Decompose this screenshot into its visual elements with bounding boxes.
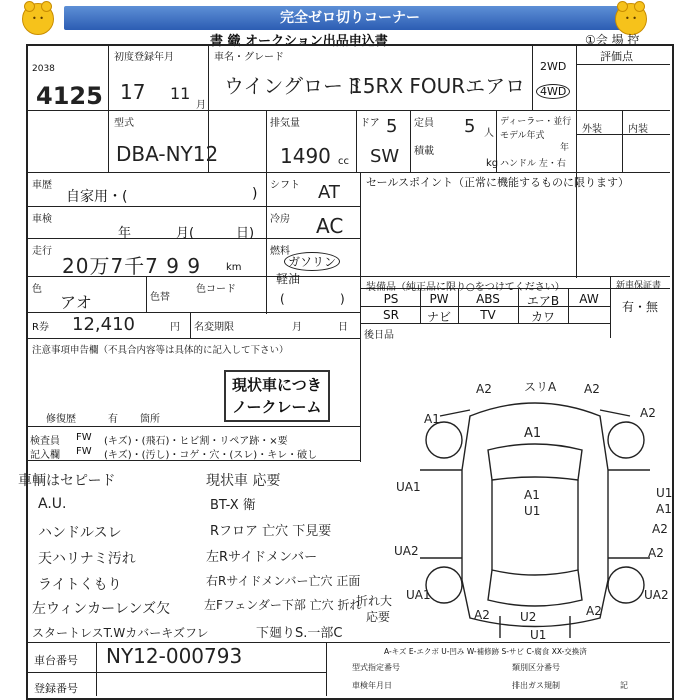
lot-number: 4125 xyxy=(36,82,103,110)
body-type: SW xyxy=(370,146,400,167)
as-is-stamp xyxy=(224,370,330,422)
year-unit: 年 xyxy=(560,143,570,153)
usage-close: ) xyxy=(252,186,258,202)
banner-title: 完全ゼロ切りコーナー xyxy=(64,6,636,30)
note-extra: 応要 xyxy=(366,610,391,624)
doors-value: 5 xyxy=(386,116,398,137)
equip-aw: AW xyxy=(579,292,599,306)
model-code: DBA-NY12 xyxy=(116,142,219,166)
notice-label: 注意事項申告欄（不具合内容等は具体的に記入して下さい） xyxy=(32,345,289,356)
damage-mark: U1 xyxy=(656,486,673,500)
capacity-label: 定員 xyxy=(414,118,434,129)
mileage-label: 走行 xyxy=(32,246,52,257)
shift-label: シフト xyxy=(270,180,300,191)
vehicle-grade: 15RX FOURエアロ xyxy=(350,74,526,98)
note-left: 左ウィンカーレンズ欠 xyxy=(32,601,171,617)
color-value: アオ xyxy=(60,293,92,312)
damage-mark: スリA xyxy=(524,380,557,394)
note-right: 左Rサイドメンバー xyxy=(206,550,318,565)
load-label: 積載 xyxy=(414,146,434,157)
emission-label: 排出ガス規制 xyxy=(512,681,560,690)
note-extra: 折れ大 xyxy=(356,594,393,608)
damage-mark: A2 xyxy=(640,406,656,420)
dealer-label: ディーラー・並行 xyxy=(500,117,572,127)
type-designation-label: 型式指定番号 xyxy=(352,663,400,672)
ac-value: AC xyxy=(316,214,344,238)
displacement-label: 排気量 xyxy=(270,118,300,129)
repair-place: 箇所 xyxy=(140,414,160,425)
damage-mark: U1 xyxy=(530,628,547,642)
warranty-label: 新車保証書 xyxy=(616,281,662,291)
damage-mark: UA1 xyxy=(396,480,421,494)
note-left: 車輌はセピード xyxy=(18,473,116,489)
note-right: Rフロア 亡穴 下見要 xyxy=(210,524,332,539)
damage-mark: A2 xyxy=(584,382,600,396)
equip-ps: PS xyxy=(383,292,399,306)
fuel-gasoline-circled: ガソリン xyxy=(284,252,340,271)
fuel-diesel: 軽油 xyxy=(276,272,301,286)
interior-label: 内装 xyxy=(628,124,648,135)
note-left: ライトくもり xyxy=(38,577,122,593)
form-title: 書 織 オークション出品申込書 xyxy=(210,34,388,49)
equip-leather: カワ xyxy=(530,310,555,324)
shift-value: AT xyxy=(318,182,340,203)
note-right: 下廻りS.一部C xyxy=(256,626,343,641)
kg-unit: kg xyxy=(486,158,499,169)
after-items-label: 後日品 xyxy=(364,330,394,341)
lot-code: 2038 xyxy=(32,64,55,74)
damage-mark: UA2 xyxy=(394,544,419,558)
cc-unit: cc xyxy=(338,156,349,167)
recycle-label: R券 xyxy=(32,322,49,333)
inspection-label: 車検 xyxy=(32,214,52,225)
equip-tv: TV xyxy=(480,308,496,322)
chassis-number: NY12-000793 xyxy=(106,644,243,668)
drive-2wd: 2WD xyxy=(540,60,567,73)
damage-mark: A1 xyxy=(424,412,440,426)
equip-airbag: エアB xyxy=(526,294,560,308)
entry-fw: FW xyxy=(76,446,92,457)
first-reg-month: 11 xyxy=(170,84,191,103)
stamp-line-2: ノークレーム xyxy=(232,398,322,416)
note-left: 天ハリナミ汚れ xyxy=(38,551,136,567)
fuel-label: 燃料 xyxy=(270,246,290,257)
capacity-unit: 人 xyxy=(484,128,494,139)
rating-label: 評価点 xyxy=(600,50,633,63)
vehicle-name: ウイングロード xyxy=(224,74,363,98)
damage-mark: A1 xyxy=(524,426,542,441)
color-code-label: 色コード xyxy=(196,284,236,295)
month-unit: 月 xyxy=(196,100,206,111)
drive-4wd-circled: 4WD xyxy=(536,84,570,99)
capacity-value: 5 xyxy=(464,116,476,137)
damage-mark: A1 xyxy=(656,502,672,516)
usage-label: 車歴 xyxy=(32,180,52,191)
ac-label: 冷房 xyxy=(270,214,290,225)
inspection-date-label: 車検年月日 xyxy=(352,681,392,690)
checker-items: (キズ)・(飛石)・ヒビ割・リペア跡・×要 xyxy=(104,436,288,447)
equipment-label: 装備品（純正品に限り○をつけてください） xyxy=(366,282,565,293)
damage-mark: A2 xyxy=(476,382,492,396)
model-label: 型式 xyxy=(114,118,134,129)
damage-mark: A2 xyxy=(586,604,602,618)
damage-mark: A2 xyxy=(652,522,668,536)
inspection-month: 月( xyxy=(176,226,195,241)
plate-expiry-label: 名変期限 xyxy=(194,322,234,333)
equip-navi: ナビ xyxy=(426,310,451,324)
note-right: 右Rサイドメンバー亡穴 正面 xyxy=(206,574,361,588)
color-label: 色 xyxy=(32,284,42,295)
damage-mark: A2 xyxy=(648,546,664,560)
note-left: スタートレスT.Wカバーキズフレ xyxy=(32,626,209,640)
registration-label: 登録番号 xyxy=(34,682,78,695)
first-reg-label: 初度登録年月 xyxy=(114,52,174,63)
fuel-open: ( xyxy=(280,292,285,306)
recycle-value: 12,410 xyxy=(72,314,135,335)
sales-point-label: セールスポイント（正常に機能するものに限ります） xyxy=(366,176,630,189)
doors-label: ドア xyxy=(360,118,380,129)
note-right: 左Fフェンダー下部 亡穴 折れ xyxy=(204,598,362,612)
displacement-value: 1490 xyxy=(280,144,331,168)
mascot-bear-icon: • • xyxy=(22,3,54,35)
note-right: BT-X 衛 xyxy=(210,498,256,513)
note-mark: 記 xyxy=(620,681,628,690)
mileage-value: 20万7千7 9 9 xyxy=(62,254,202,278)
venue-copy-label: ①会 場 控 xyxy=(585,33,640,47)
first-reg-year: 17 xyxy=(120,80,146,104)
color-change-label: 色替 xyxy=(150,292,170,303)
damage-mark: U1 xyxy=(524,504,541,518)
expiry-day: 日 xyxy=(338,322,348,333)
chassis-label: 車台番号 xyxy=(34,654,78,667)
classification-label: 類別区分番号 xyxy=(512,663,560,672)
inspection-day: 日) xyxy=(236,226,255,241)
note-right: 現状車 応要 xyxy=(206,473,281,489)
yen-unit: 円 xyxy=(170,322,180,333)
stamp-line-1: 現状車につき xyxy=(232,376,322,394)
damage-mark: UA1 xyxy=(406,588,431,602)
usage-value: 自家用・( xyxy=(66,189,128,205)
equip-abs: ABS xyxy=(476,292,500,306)
model-year-label: モデル年式 xyxy=(500,131,545,141)
entry-label: 記入欄 xyxy=(30,450,60,461)
equip-sr: SR xyxy=(383,308,399,322)
km-unit: km xyxy=(226,262,242,273)
note-left: A.U. xyxy=(38,496,67,512)
vehicle-label: 車名・グレード xyxy=(214,52,284,63)
entry-items: (キズ)・(汚し)・コゲ・穴・(スレ)・キレ・破し xyxy=(104,450,318,461)
handle-label: ハンドル 左・右 xyxy=(500,159,566,169)
fuel-close: ) xyxy=(340,292,345,306)
exterior-label: 外装 xyxy=(582,124,602,135)
checker-fw: FW xyxy=(76,432,92,443)
damage-legend: A-キズ E-エクボ U-凹み W-補修跡 S-サビ C-腐食 XX-交換済 xyxy=(384,647,587,656)
mascot-bear-icon: • • xyxy=(615,3,647,35)
repair-yes: 有 xyxy=(108,414,118,425)
note-left: ハンドルスレ xyxy=(38,525,122,541)
damage-mark: A1 xyxy=(524,488,540,502)
equip-pw: PW xyxy=(429,292,449,306)
inspection-year: 年 xyxy=(118,226,132,241)
damage-mark: UA2 xyxy=(644,588,669,602)
damage-mark: U2 xyxy=(520,610,537,624)
expiry-month: 月 xyxy=(292,322,302,333)
warranty-value: 有・無 xyxy=(622,300,659,314)
damage-mark: A2 xyxy=(474,608,490,622)
repair-label: 修復歴 xyxy=(46,414,76,425)
checker-label: 検査員 xyxy=(30,436,60,447)
